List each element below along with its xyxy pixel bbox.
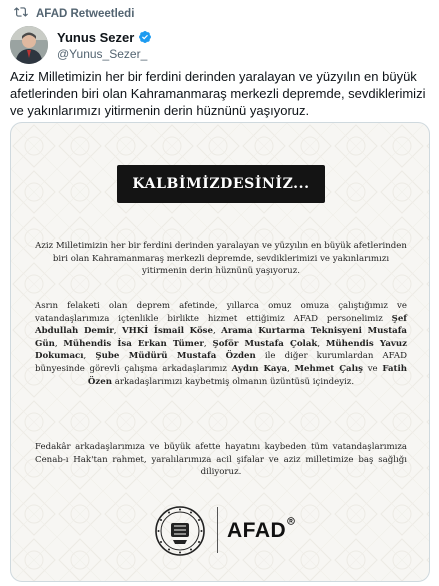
retweet-label: AFAD Retweetledi xyxy=(36,8,135,20)
avatar[interactable] xyxy=(10,26,48,64)
retweet-icon xyxy=(14,5,28,24)
ministry-seal-icon xyxy=(154,505,206,557)
logo-divider xyxy=(217,507,218,553)
tweet-text: Aziz Milletimizin her bir ferdini derinden yaralayan ve yüzyılın en büyük afetlerinden biri olan Kahramanmaraş merkezli depremde, sevdiklerimizi ve yakınlarımızı yitirmenin derin hüznünü yaşıyoruz. xyxy=(10,69,426,118)
retweet-header[interactable] xyxy=(14,6,134,22)
verified-badge-icon xyxy=(138,30,152,44)
card-title: KALBİMİZDESİNİZ... xyxy=(132,176,310,192)
author-name[interactable]: Yunus Sezer xyxy=(57,29,135,45)
afad-logo: AFAD xyxy=(227,519,287,542)
card-paragraph-1: Aziz Milletimizin her bir ferdini derinden yaralayan ve yüzyılın en büyük afetlerinden biri olan Kahramanmaraş merkezli depremde, sevdiklerimizi ve yakınlarımızı yitirmenin derin hüznünü yaşıyoruz. xyxy=(35,241,407,277)
card-paragraph-3: Fedakâr arkadaşlarımıza ve büyük afette hayatını kaybeden tüm vatandaşlarımıza Cenab-ı Hak'tan rahmet, yaralılarımıza acil şifalar ve aziz milletimize baş sağlığı diliyoruz. xyxy=(35,442,407,478)
card-logos xyxy=(11,503,429,559)
card-paragraph-2: Asrın felaketi olan deprem afetinde, yıllarca omuz omuza çalıştığımız ve vatandaşlarımıza içtenlikle birlikte hizmet ettiğimiz AFAD personelimiz Şef Abdullah Demir, VHKİ İsmail Köse, Arama Kurtarma Teknisyeni Mustafa Gün, Mühendis İsa Erkan Tümer, Şoför Mustafa Çolak, Mühendis Yavuz Dokumacı, Şube Müdürü Mustafa Özden ile diğer kurumlardan AFAD bünyesinde görevli çalışma arkadaşlarımız Aydın Kaya, Mehmet Çalış ve Fatih Özen arkadaşlarımızı kaybetmiş olmanın üzüntüsü içindeyiz. xyxy=(35,301,408,387)
tweet-image-card[interactable] xyxy=(10,122,430,582)
card-title-banner xyxy=(117,165,325,203)
author-handle[interactable]: @Yunus_Sezer_ xyxy=(57,46,148,61)
tweet-author[interactable] xyxy=(10,26,152,64)
registered-mark-icon xyxy=(287,517,295,525)
